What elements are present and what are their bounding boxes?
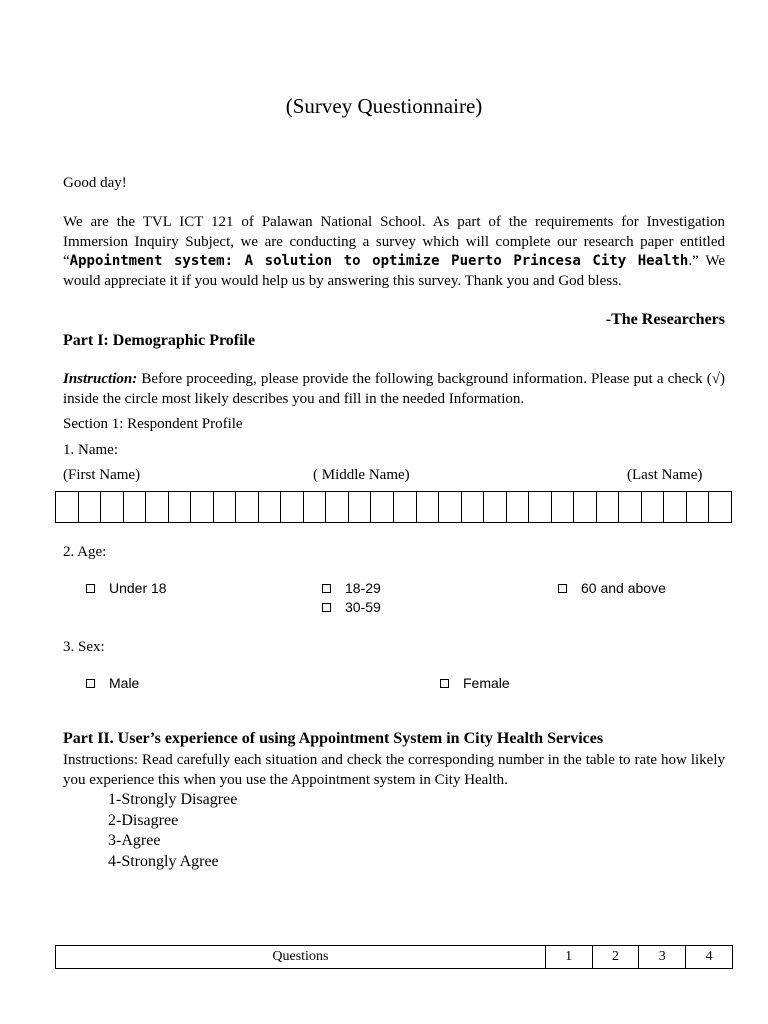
name-letter-box[interactable] [529, 492, 552, 522]
name-letter-box[interactable] [574, 492, 597, 522]
age-option-30-59[interactable]: 30-59 [322, 599, 381, 615]
name-letter-box[interactable] [326, 492, 349, 522]
sex-label: 3. Sex: [63, 639, 105, 655]
checkbox-icon [86, 584, 95, 593]
intro-paragraph [63, 213, 725, 291]
name-letter-box[interactable] [709, 492, 731, 522]
name-letter-box[interactable] [619, 492, 642, 522]
checkbox-icon [440, 679, 449, 688]
name-letter-box[interactable] [462, 492, 485, 522]
name-input-boxes[interactable] [55, 491, 732, 523]
part1-instruction [63, 370, 725, 409]
header-3: 3 [639, 946, 686, 969]
name-letter-box[interactable] [304, 492, 327, 522]
header-2: 2 [592, 946, 639, 969]
sex-option-male[interactable]: Male [86, 675, 139, 691]
name-letter-box[interactable] [687, 492, 710, 522]
intro-text-1: We are the TVL ICT 121 of Palawan National School. As part of the requirements for Investigation Immersion Inquiry Subject, we are conducting a survey which will complete our research paper entitled “ [63, 214, 725, 269]
rating-scale [108, 790, 237, 872]
name-letter-box[interactable] [417, 492, 440, 522]
name-letter-box[interactable] [371, 492, 394, 522]
instruction-text: Before proceeding, please provide the following background information. Please put a check (√) inside the circle most likely describes you and fill in the needed Information. [63, 371, 725, 407]
study-title: Appointment system: A solution to optimize Puerto Princesa City Health [69, 253, 689, 269]
checkbox-icon [322, 603, 331, 612]
name-label: 1. Name: [63, 442, 118, 458]
name-letter-box[interactable] [642, 492, 665, 522]
scale-item: 3-Agree [108, 832, 161, 849]
name-letter-box[interactable] [101, 492, 124, 522]
name-letter-box[interactable] [664, 492, 687, 522]
signature: -The Researchers [605, 311, 725, 328]
name-letter-box[interactable] [169, 492, 192, 522]
name-letter-box[interactable] [146, 492, 169, 522]
name-letter-box[interactable] [79, 492, 102, 522]
scale-item: 2-Disagree [108, 811, 179, 829]
part2-heading: Part II. User’s experience of using Appointment System in City Health Services [63, 730, 604, 747]
header-questions: Questions [56, 946, 546, 969]
name-letter-box[interactable] [214, 492, 237, 522]
name-letter-box[interactable] [597, 492, 620, 522]
page-title: (Survey Questionnaire) [285, 94, 483, 118]
name-letter-box[interactable] [439, 492, 462, 522]
table-header-row [56, 946, 733, 969]
section-label: Section 1: Respondent Profile [63, 416, 243, 432]
checkbox-icon [322, 584, 331, 593]
sex-option-female[interactable]: Female [440, 675, 510, 691]
instruction-label: Instruction: [63, 371, 138, 387]
name-letter-box[interactable] [259, 492, 282, 522]
part2-instructions: Instructions: Read carefully each situation and check the corresponding number in the table to rate how likely you experience this when you use the Appointment system in City Health. [63, 752, 725, 788]
header-1: 1 [545, 946, 592, 969]
first-name-label: (First Name) [63, 467, 141, 483]
header-4: 4 [686, 946, 733, 969]
name-letter-box[interactable] [349, 492, 372, 522]
age-option-under-18[interactable]: Under 18 [86, 580, 167, 596]
last-name-label: (Last Name) [627, 467, 703, 483]
part1-heading: Part I: Demographic Profile [63, 332, 256, 349]
name-letter-box[interactable] [552, 492, 575, 522]
scale-item: 1-Strongly Disagree [108, 791, 238, 808]
checkbox-icon [558, 584, 567, 593]
checkbox-icon [86, 679, 95, 688]
age-option-60-above[interactable]: 60 and above [558, 580, 666, 596]
name-letter-box[interactable] [281, 492, 304, 522]
middle-name-label: ( Middle Name) [313, 467, 410, 483]
rating-table [55, 945, 733, 969]
age-label: 2. Age: [63, 544, 107, 560]
name-letter-box[interactable] [124, 492, 147, 522]
name-letter-box[interactable] [394, 492, 417, 522]
name-letter-box[interactable] [236, 492, 259, 522]
name-letter-box[interactable] [56, 492, 79, 522]
scale-item: 4-Strongly Agree [108, 852, 219, 870]
name-letter-box[interactable] [484, 492, 507, 522]
intro-text-2: .” We would appreciate it if you would help us by answering this survey. Thank you and God bless. [63, 253, 725, 289]
age-option-18-29[interactable]: 18-29 [322, 580, 381, 596]
name-letter-box[interactable] [507, 492, 530, 522]
name-letter-box[interactable] [191, 492, 214, 522]
greeting: Good day! [63, 175, 127, 191]
